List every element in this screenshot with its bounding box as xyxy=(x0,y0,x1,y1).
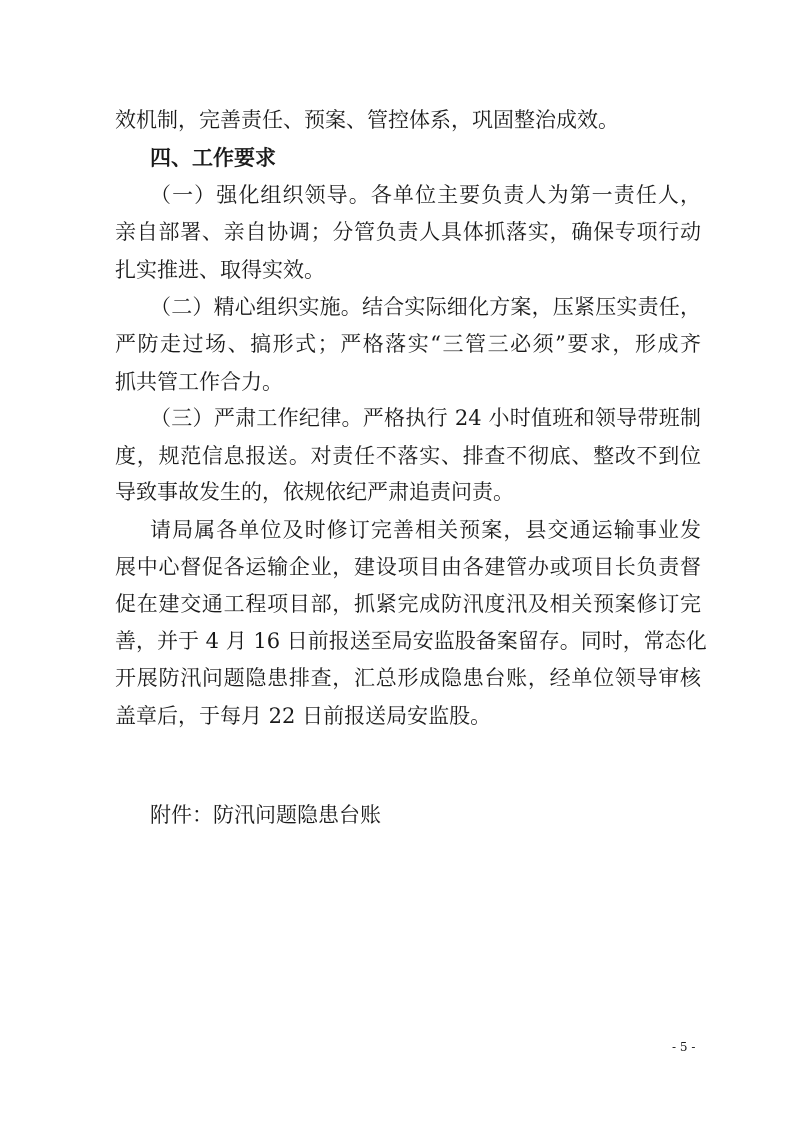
paragraph-line: （二）精心组织实施。结合实际细化方案，压紧压实责任， xyxy=(150,295,701,319)
paragraph-line: 盖章后，于每月 22 日前报送局安监股。 xyxy=(115,704,492,728)
paragraph-line: 善，并于 4 月 16 日前报送至局安监股备案留存。同时，常态化 xyxy=(115,629,707,653)
paragraph-line: （三）严肃工作纪律。严格执行 24 小时值班和领导带班制 xyxy=(150,406,701,430)
paragraph-line: 严防走过场、搞形式；严格落实“三管三必须”要求，形成齐 xyxy=(115,332,701,356)
page-number: - 5 - xyxy=(672,1040,696,1054)
paragraph-line: 促在建交通工程项目部，抓紧完成防汛度汛及相关预案修订完 xyxy=(115,592,701,616)
paragraph-line: 亲自部署、亲自协调；分管负责人具体抓落实，确保专项行动 xyxy=(115,220,701,244)
paragraph-line: 扎实推进、取得实效。 xyxy=(115,258,325,282)
paragraph-line: 度，规范信息报送。对责任不落实、排查不彻底、整改不到位 xyxy=(115,444,701,468)
paragraph-line: 请局属各单位及时修订完善相关预案，县交通运输事业发 xyxy=(150,518,701,542)
paragraph-line: 导致事故发生的，依规依纪严肃追责问责。 xyxy=(115,480,514,504)
paragraph-line: 效机制，完善责任、预案、管控体系，巩固整治成效。 xyxy=(115,108,619,132)
paragraph-line: 展中心督促各运输企业，建设项目由各建管办或项目长负责督 xyxy=(115,555,701,579)
paragraph-line: 开展防汛问题隐患排查，汇总形成隐患台账，经单位领导审核 xyxy=(115,666,701,690)
section-heading: 四、工作要求 xyxy=(150,146,276,170)
paragraph-line: 抓共管工作合力。 xyxy=(115,370,283,394)
paragraph-line: （一）强化组织领导。各单位主要负责人为第一责任人， xyxy=(150,183,701,207)
attachment-note: 附件：防汛问题隐患台账 xyxy=(150,803,381,827)
